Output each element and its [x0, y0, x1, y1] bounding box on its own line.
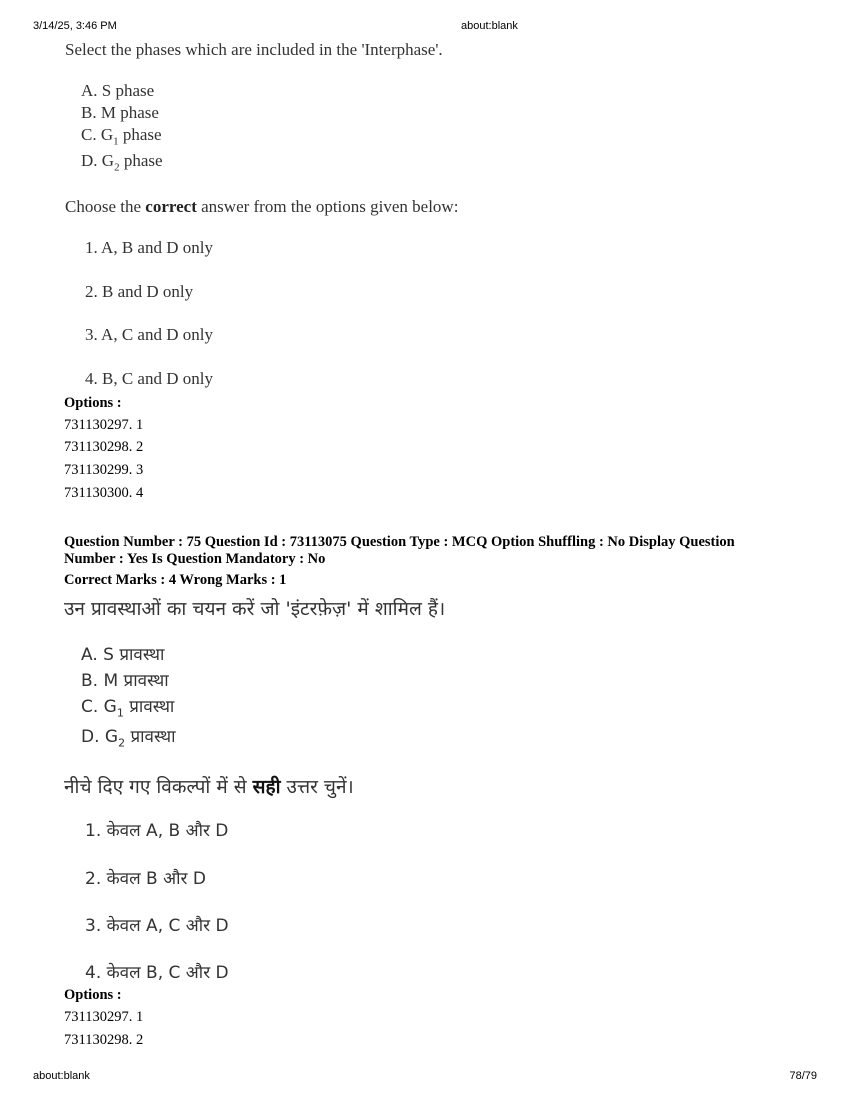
- answer-choice-2: 2. B and D only: [85, 282, 194, 301]
- print-datetime: 3/14/25, 3:46 PM: [33, 20, 117, 32]
- option-id: 731130298. 2: [64, 439, 144, 455]
- statement-b: B. M प्रावस्था: [81, 671, 169, 691]
- statement-d: D. $G_2$ प्रावस्था: [81, 727, 176, 750]
- answer-choice-4: 4. केवल B, C और D: [85, 963, 229, 983]
- option-id: 731130297. 1: [64, 417, 144, 433]
- answer-choice-3: 3. केवल A, C और D: [85, 916, 229, 936]
- options-label: Options :: [64, 987, 122, 1003]
- print-title: about:blank: [461, 20, 518, 32]
- statement-a: A. S phase: [81, 81, 155, 100]
- print-footer: [0, 1070, 850, 1084]
- answer-choice-1: 1. A, B and D only: [85, 238, 213, 257]
- page-number: 78/79: [789, 1070, 817, 1082]
- choose-instruction: Choose the correct answer from the options given below:: [65, 197, 459, 216]
- option-id: 731130297. 1: [64, 1009, 144, 1025]
- options-label: Options :: [64, 395, 122, 411]
- choose-instruction: नीचे दिए गए विकल्पों में से सही उत्तर चुनें।: [64, 776, 354, 798]
- option-id: 731130300. 4: [64, 485, 144, 501]
- print-url: about:blank: [33, 1070, 90, 1082]
- answer-choice-2: 2. केवल B और D: [85, 869, 206, 889]
- statement-a: A. S प्रावस्था: [81, 645, 165, 665]
- question-text: Select the phases which are included in the 'Interphase'.: [65, 40, 443, 59]
- print-header: [0, 20, 850, 34]
- answer-choice-3: 3. A, C and D only: [85, 325, 213, 344]
- question-text: उन प्रावस्थाओं का चयन करें जो 'इंटरफ़ेज़' में शामिल हैं।: [64, 598, 446, 620]
- question-meta: Question Number : 75 Question Id : 73113075 Question Type : MCQ Option Shuffling : No Display Question Number : Yes Is Question Mandatory : No: [64, 534, 735, 567]
- statement-b: B. M phase: [81, 103, 159, 122]
- marks-meta: Correct Marks : 4 Wrong Marks : 1: [64, 572, 287, 588]
- answer-choice-4: 4. B, C and D only: [85, 369, 213, 388]
- statement-d: D. $G_2$ phase: [81, 151, 163, 174]
- option-id: 731130299. 3: [64, 462, 144, 478]
- answer-choice-1: 1. केवल A, B और D: [85, 821, 229, 841]
- statement-c: C. $G_1$ phase: [81, 125, 162, 148]
- statement-c: C. $G_1$ प्रावस्था: [81, 697, 175, 720]
- option-id: 731130298. 2: [64, 1032, 144, 1048]
